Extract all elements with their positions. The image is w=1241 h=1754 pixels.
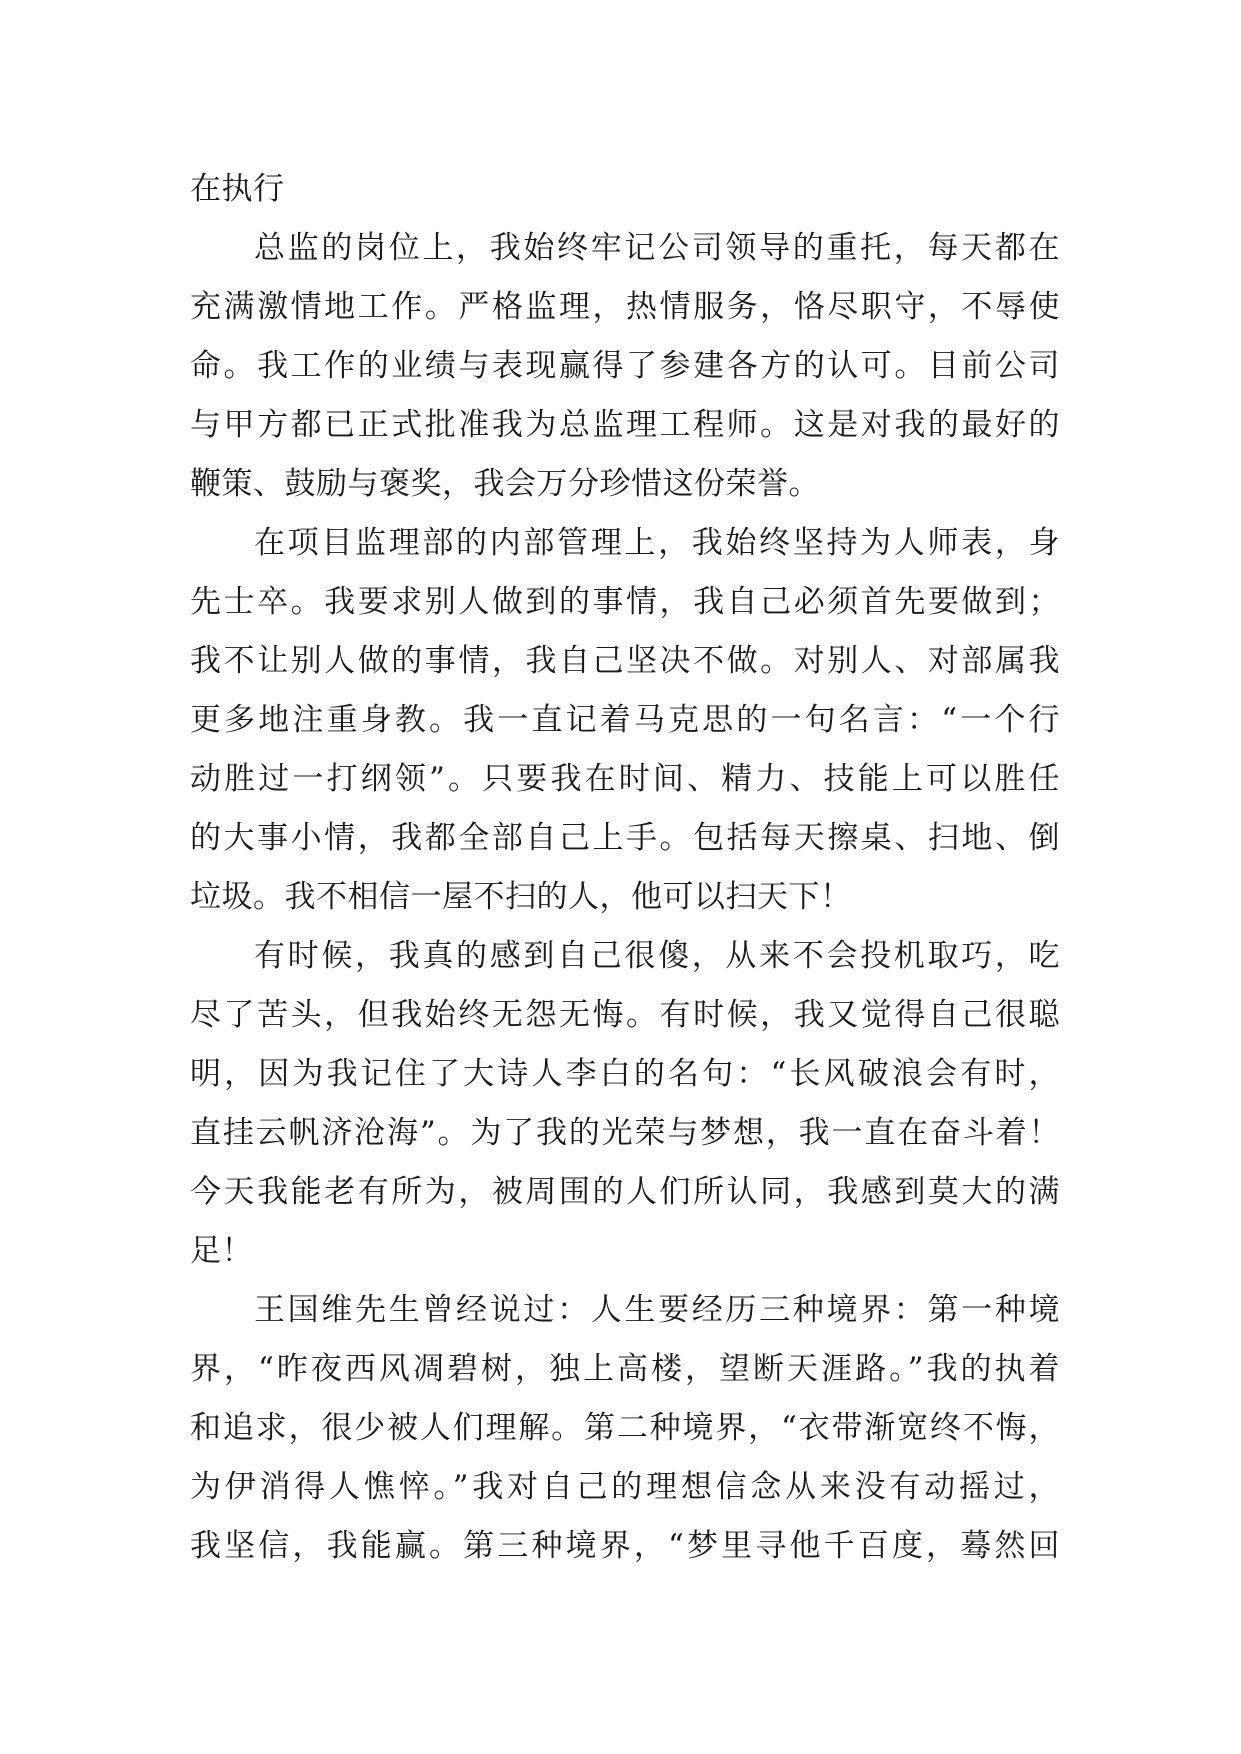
text-line: 有时候，我真的感到自己很傻，从来不会投机取巧，吃 — [254, 938, 1060, 974]
text-line: 在执行 — [190, 171, 285, 207]
document-body — [190, 160, 1060, 1576]
text-line: 我不让别人做的事情，我自己坚决不做。对别人、对部属我 — [190, 643, 1060, 679]
text-line: 王国维先生曾经说过：人生要经历三种境界：第一种境 — [254, 1292, 1060, 1328]
text-line: 在项目监理部的内部管理上，我始终坚持为人师表，身 — [254, 525, 1060, 561]
text-line: 今天我能老有所为，被周围的人们所认同，我感到莫大的满 — [190, 1174, 1060, 1210]
text-line: 动胜过一打纲领”。只要我在时间、精力、技能上可以胜任 — [190, 761, 1060, 797]
text-line: 更多地注重身教。我一直记着马克思的一句名言：“一个行 — [190, 702, 1060, 738]
text-line: 充满激情地工作。严格监理，热情服务，恪尽职守，不辱使 — [190, 289, 1060, 325]
text-line: 命。我工作的业绩与表现赢得了参建各方的认可。目前公司 — [190, 348, 1060, 384]
text-line: 垃圾。我不相信一屋不扫的人，他可以扫天下！ — [190, 879, 852, 915]
text-line: 界，“昨夜西风凋碧树，独上高楼，望断天涯路。”我的执着 — [190, 1351, 1060, 1387]
text-line: 我坚信，我能赢。第三种境界，“梦里寻他千百度，蓦然回 — [190, 1528, 1060, 1564]
text-line: 直挂云帆济沧海”。为了我的光荣与梦想，我一直在奋斗着！ — [190, 1115, 1060, 1151]
text-line: 和追求，很少被人们理解。第二种境界，“衣带渐宽终不悔， — [190, 1410, 1060, 1446]
text-line: 尽了苦头，但我始终无怨无悔。有时候，我又觉得自己很聪 — [190, 997, 1060, 1033]
text-line: 鞭策、鼓励与褒奖，我会万分珍惜这份荣誉。 — [190, 466, 820, 502]
text-line: 为伊消得人憔悴。”我对自己的理想信念从来没有动摇过， — [190, 1469, 1060, 1505]
text-line: 总监的岗位上，我始终牢记公司领导的重托，每天都在 — [254, 230, 1060, 266]
text-line: 与甲方都已正式批准我为总监理工程师。这是对我的最好的 — [190, 407, 1060, 443]
text-line: 足！ — [190, 1233, 253, 1269]
text-line: 的大事小情，我都全部自己上手。包括每天擦桌、扫地、倒 — [190, 820, 1060, 856]
text-line: 先士卒。我要求别人做到的事情，我自己必须首先要做到； — [190, 584, 1060, 620]
text-line: 明，因为我记住了大诗人李白的名句：“长风破浪会有时， — [190, 1056, 1060, 1092]
